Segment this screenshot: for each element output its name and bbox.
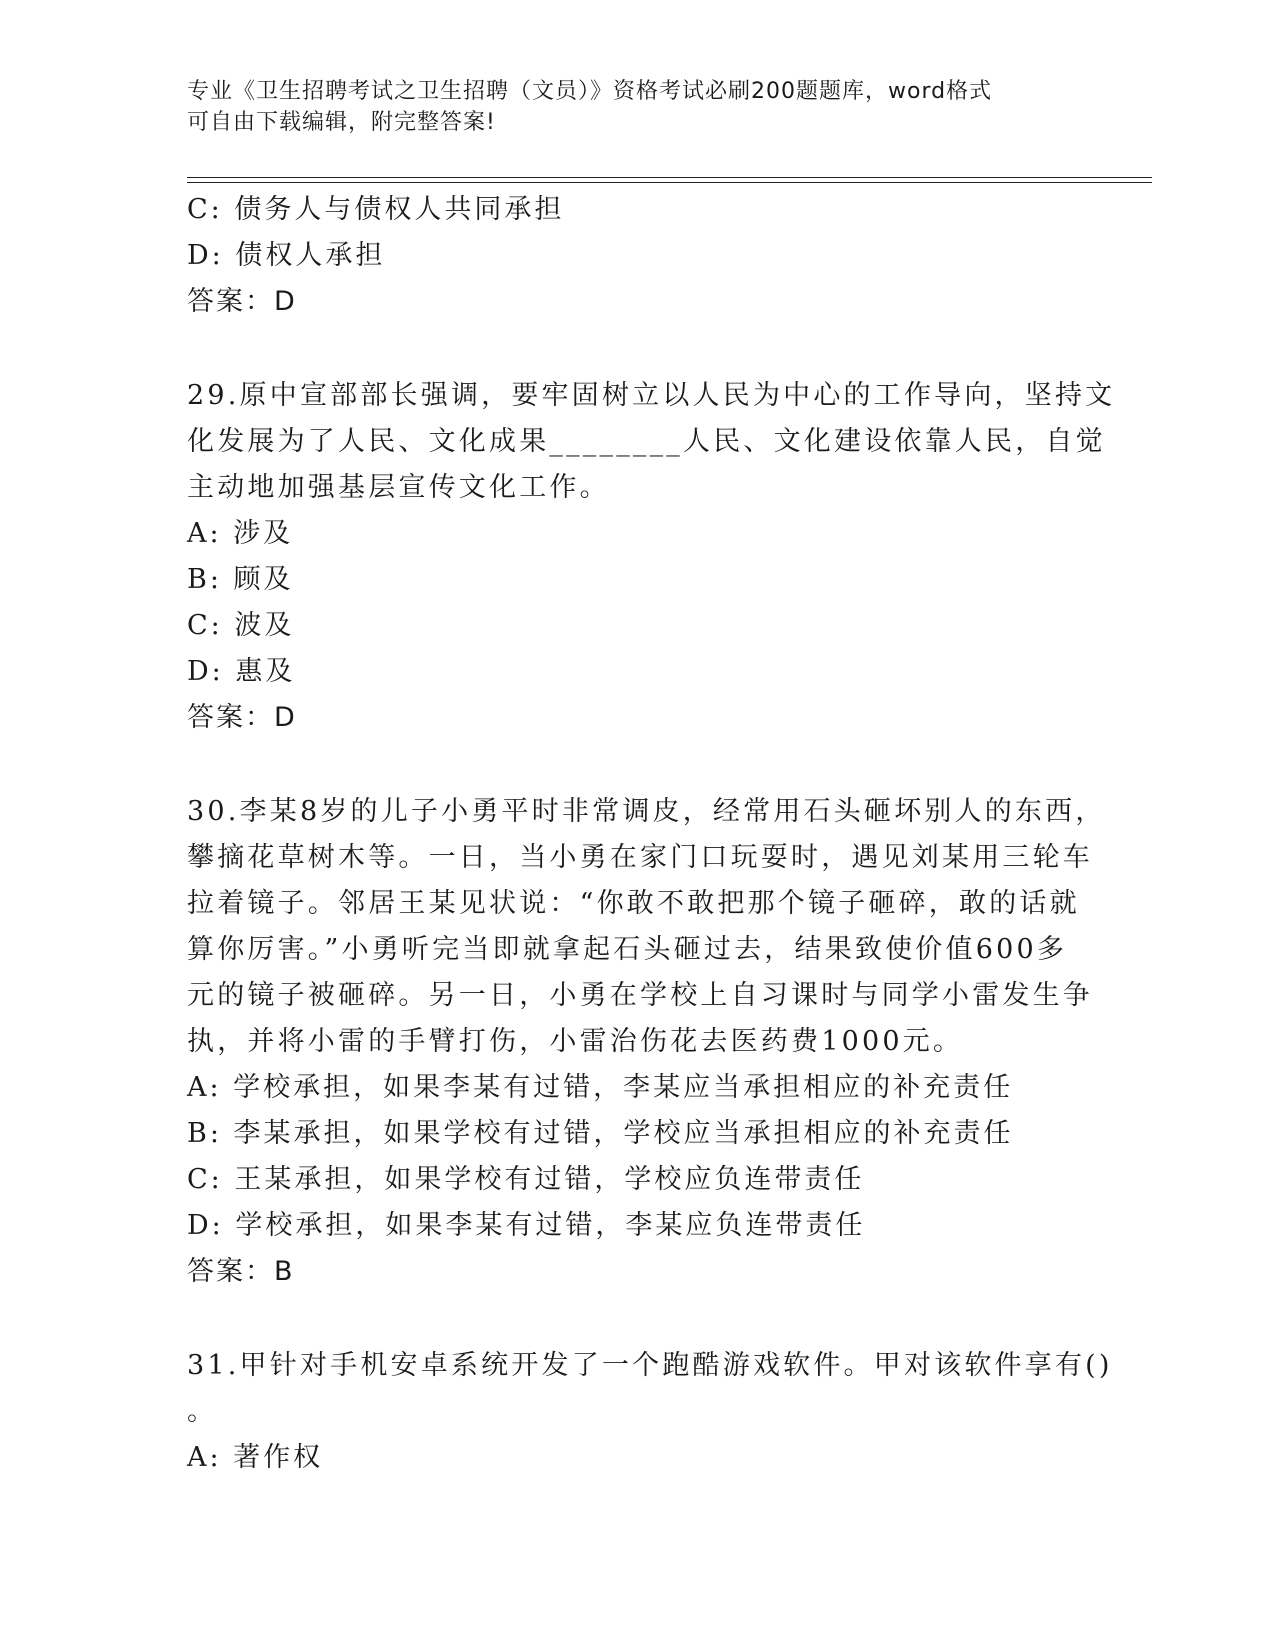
question-28-continued: [187, 187, 1087, 325]
option-a: A: 学校承担，如果李某有过错，李某应当承担相应的补充责任: [187, 1072, 1014, 1103]
option-c: C: 债务人与债权人共同承担: [187, 194, 565, 225]
stem-line: 攀摘花草树木等。一日，当小勇在家门口玩耍时，遇见刘某用三轮车: [187, 842, 1093, 873]
stem-line: 元的镜子被砸碎。另一日，小勇在学校上自习课时与同学小雷发生争: [187, 980, 1093, 1011]
stem-line: 化发展为了人民、文化成果________人民、文化建设依靠人民，自觉: [187, 426, 1106, 457]
question-31: [187, 1343, 1113, 1481]
answer-line: 答案：D: [187, 702, 297, 733]
option-b: B: 顾及: [187, 564, 294, 595]
stem-line: 。: [187, 1396, 218, 1427]
stem-line: 30.李某8岁的儿子小勇平时非常调皮，经常用石头砸坏别人的东西，: [187, 796, 1106, 827]
option-a: A: 著作权: [187, 1442, 324, 1473]
question-stem: [187, 789, 1106, 1065]
answer-line: 答案：D: [187, 286, 297, 317]
option-c: C: 王某承担，如果学校有过错，学校应负连带责任: [187, 1164, 865, 1195]
question-29: [187, 373, 1116, 741]
option-c: C: 波及: [187, 610, 295, 641]
question-stem: [187, 373, 1116, 511]
answer-line: 答案：B: [187, 1256, 295, 1287]
option-a: A: 涉及: [187, 518, 294, 549]
header-divider-top: [187, 177, 1152, 178]
stem-line: 主动地加强基层宣传文化工作。: [187, 472, 610, 503]
option-d: D: 学校承担，如果李某有过错，李某应负连带责任: [187, 1210, 866, 1241]
stem-line: 算你厉害。”小勇听完当即就拿起石头砸过去，结果致使价值600多: [187, 934, 1068, 965]
stem-line: 31.甲针对手机安卓系统开发了一个跑酷游戏软件。甲对该软件享有(): [187, 1350, 1113, 1381]
stem-line: 执，并将小雷的手臂打伤，小雷治伤花去医药费1000元。: [187, 1026, 964, 1057]
option-d: D: 债权人承担: [187, 240, 386, 271]
document-header: [187, 76, 1067, 138]
header-line-1: 专业《卫生招聘考试之卫生招聘（文员）》资格考试必刷200题题库，word格式: [187, 79, 993, 104]
option-b: B: 李某承担，如果学校有过错，学校应当承担相应的补充责任: [187, 1118, 1014, 1149]
question-30: [187, 789, 1106, 1295]
header-line-2: 可自由下载编辑，附完整答案!: [187, 110, 496, 135]
stem-line: 29.原中宣部部长强调，要牢固树立以人民为中心的工作导向，坚持文: [187, 380, 1116, 411]
question-stem: [187, 1343, 1113, 1435]
option-d: D: 惠及: [187, 656, 296, 687]
stem-line: 拉着镜子。邻居王某见状说：“你敢不敢把那个镜子砸碎，敢的话就: [187, 888, 1080, 919]
question-content: [187, 187, 1116, 1481]
header-divider-bottom: [187, 182, 1152, 183]
